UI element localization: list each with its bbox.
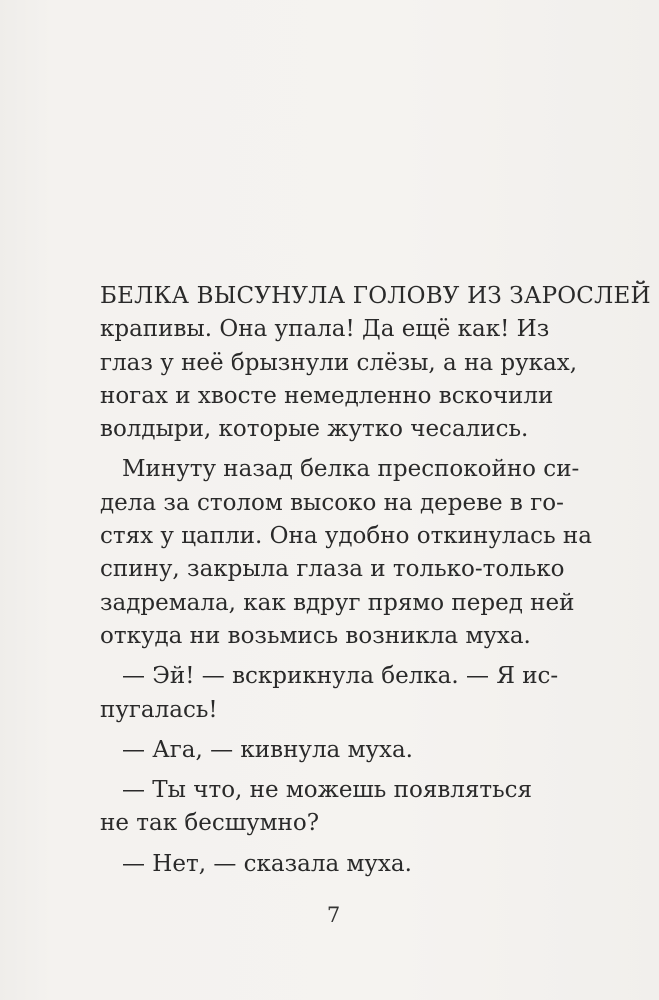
text-line: не так бесшумно?: [100, 810, 320, 837]
paragraph-start-line: Минуту назад белка преспокойно си-: [122, 456, 580, 483]
text-line: глаз у неё брызнули слёзы, а на руках,: [100, 349, 578, 376]
paragraph-gap: [100, 727, 530, 734]
text-line: дела за столом высоко на дереве в го-: [100, 489, 564, 516]
body-text: [100, 280, 651, 881]
paragraph-gap: [100, 767, 530, 774]
paragraph-start-line: — Нет, — сказала муха.: [122, 850, 412, 877]
text-line: волдыри, которые жутко чесались.: [100, 416, 529, 443]
text-line: пугалась!: [100, 696, 218, 723]
text-line: БЕЛКА ВЫСУНУЛА ГОЛОВУ ИЗ ЗАРОСЛЕЙ: [100, 283, 651, 309]
paragraph-start-line: — Ага, — кивнула муха.: [122, 736, 413, 763]
paragraph-gap: [100, 653, 530, 660]
page-number: 7: [326, 903, 341, 927]
text-line: ногах и хвосте немедленно вскочили: [100, 382, 554, 409]
paragraph-gap: [100, 446, 530, 453]
paragraph-start-line: — Ты что, не можешь появляться: [122, 777, 533, 804]
text-line: крапивы. Она упала! Да ещё как! Из: [100, 316, 550, 343]
paragraph-gap: [100, 841, 530, 848]
text-line: задремала, как вдруг прямо перед ней: [100, 589, 575, 616]
text-line: откуда ни возьмись возникла муха.: [100, 622, 531, 649]
paragraph-start-line: — Эй! — вскрикнула белка. — Я ис-: [122, 663, 559, 690]
text-line: спину, закрыла глаза и только-только: [100, 556, 565, 583]
text-line: стях у цапли. Она удобно откинулась на: [100, 523, 592, 550]
